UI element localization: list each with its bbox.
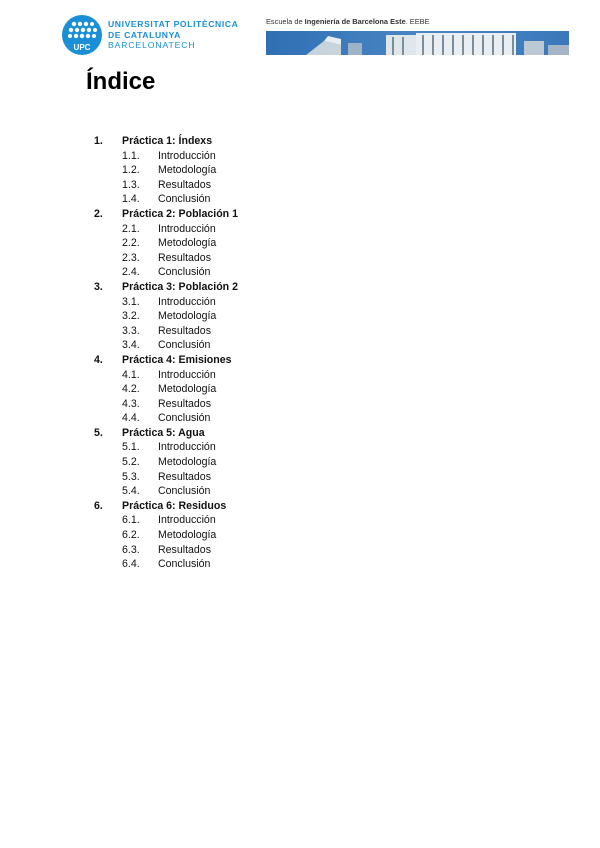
school-name-bold: Ingeniería de Barcelona Este — [304, 17, 406, 26]
university-line-2: DE CATALUNYA — [108, 29, 181, 40]
toc-section-title: Introducción — [158, 295, 216, 308]
toc-section-number: 2.4. — [122, 266, 140, 279]
toc-section-title: Conclusión — [158, 412, 211, 425]
toc-section-title: Metodología — [158, 529, 217, 542]
toc-chapter-number: 5. — [94, 426, 103, 439]
toc-section-number: 4.3. — [122, 397, 140, 410]
toc-chapter — [94, 134, 514, 207]
toc-section-row[interactable] — [94, 309, 514, 324]
toc-section-title: Conclusión — [158, 193, 211, 206]
toc-section-title: Resultados — [158, 397, 211, 410]
toc-section-title: Conclusión — [158, 339, 211, 352]
toc-section-number: 2.2. — [122, 237, 140, 250]
toc-section-title: Metodología — [158, 237, 217, 250]
toc-section-row[interactable] — [94, 470, 514, 485]
toc-chapter-number: 4. — [94, 353, 103, 366]
toc-section-row[interactable] — [94, 192, 514, 207]
toc-chapter — [94, 280, 514, 353]
toc-chapter-number: 3. — [94, 280, 103, 293]
toc-section-title: Metodología — [158, 456, 217, 469]
toc-section-title: Resultados — [158, 324, 211, 337]
toc-section-number: 5.4. — [122, 485, 140, 498]
toc-section-row[interactable] — [94, 543, 514, 558]
toc-chapter — [94, 499, 514, 572]
toc-section-row[interactable] — [94, 222, 514, 237]
toc-chapter-number: 1. — [94, 135, 103, 147]
toc-section-row[interactable] — [94, 338, 514, 353]
toc-chapter-title: Práctica 6: Residuos — [122, 499, 227, 512]
toc-section-number: 6.4. — [122, 558, 140, 571]
toc-section-row[interactable] — [94, 528, 514, 543]
toc-chapter-row[interactable] — [94, 426, 514, 441]
toc-chapter — [94, 426, 514, 499]
toc-chapter-row[interactable] — [94, 207, 514, 222]
toc-section-row[interactable] — [94, 236, 514, 251]
toc-section-number: 6.3. — [122, 543, 140, 556]
toc-chapter-title: Práctica 2: Población 1 — [122, 207, 238, 220]
toc-section-row[interactable] — [94, 411, 514, 426]
toc-section-row[interactable] — [94, 440, 514, 455]
toc-section-number: 3.2. — [122, 310, 140, 323]
logo-label: UPC — [73, 43, 91, 52]
building-banner-image — [266, 31, 569, 55]
toc-section-number: 2.1. — [122, 222, 140, 235]
toc-section-number: 1.4. — [122, 193, 140, 206]
toc-section-row[interactable] — [94, 382, 514, 397]
toc-chapter-number: 2. — [94, 207, 103, 220]
university-line-1: UNIVERSITAT POLITÈCNICA — [108, 19, 239, 29]
toc-section-row[interactable] — [94, 513, 514, 528]
toc-chapter — [94, 207, 514, 280]
toc-section-number: 4.4. — [122, 412, 140, 425]
toc-section-number: 1.1. — [122, 149, 140, 162]
toc-section-title: Conclusión — [158, 558, 211, 571]
toc-section-title: Conclusión — [158, 485, 211, 498]
toc-section-row[interactable] — [94, 557, 514, 572]
toc-section-row[interactable] — [94, 265, 514, 280]
toc-section-title: Metodología — [158, 383, 217, 396]
university-name — [108, 19, 238, 51]
school-name — [266, 17, 430, 26]
toc-chapter-title: Práctica 4: Emisiones — [122, 353, 232, 366]
toc-section-title: Conclusión — [158, 266, 211, 279]
toc-chapter-row[interactable] — [94, 353, 514, 368]
toc-section-number: 5.3. — [122, 470, 140, 483]
page-title: Índice — [86, 68, 156, 95]
toc-section-number: 3.1. — [122, 295, 140, 308]
toc-section-title: Metodología — [158, 164, 217, 177]
table-of-contents — [94, 134, 514, 572]
toc-section-row[interactable] — [94, 324, 514, 339]
toc-section-number: 3.3. — [122, 324, 140, 337]
toc-section-row[interactable] — [94, 397, 514, 412]
toc-section-row[interactable] — [94, 178, 514, 193]
toc-chapter-title: Práctica 3: Población 2 — [122, 280, 238, 293]
toc-section-number: 6.1. — [122, 514, 140, 527]
page-header — [0, 0, 600, 64]
university-line-3: BARCELONATECH — [108, 40, 196, 50]
toc-chapter-row[interactable] — [94, 280, 514, 295]
upc-logo-icon — [62, 15, 102, 55]
toc-section-row[interactable] — [94, 455, 514, 470]
toc-section-number: 6.2. — [122, 529, 140, 542]
toc-section-row[interactable] — [94, 149, 514, 164]
toc-section-title: Resultados — [158, 470, 211, 483]
toc-chapter-row[interactable] — [94, 499, 514, 514]
toc-section-number: 4.1. — [122, 368, 140, 381]
toc-section-number: 1.2. — [122, 164, 140, 177]
toc-section-row[interactable] — [94, 251, 514, 266]
toc-section-number: 1.3. — [122, 178, 140, 191]
toc-section-row[interactable] — [94, 163, 514, 178]
toc-section-title: Introducción — [158, 222, 216, 235]
toc-section-row[interactable] — [94, 484, 514, 499]
toc-section-number: 3.4. — [122, 339, 140, 352]
toc-section-row[interactable] — [94, 295, 514, 310]
toc-section-title: Resultados — [158, 251, 211, 264]
toc-chapter-row[interactable] — [94, 134, 514, 149]
toc-section-number: 5.1. — [122, 441, 140, 454]
toc-section-title: Resultados — [158, 543, 211, 556]
toc-section-title: Introducción — [158, 368, 216, 381]
toc-section-number: 2.3. — [122, 251, 140, 264]
toc-chapter — [94, 353, 514, 426]
toc-section-number: 5.2. — [122, 456, 140, 469]
toc-section-title: Introducción — [158, 441, 216, 454]
toc-chapter-number: 6. — [94, 499, 103, 512]
school-prefix: Escuela de — [266, 17, 303, 26]
toc-section-title: Introducción — [158, 149, 216, 162]
toc-chapter-title: Práctica 5: Agua — [122, 426, 205, 439]
toc-section-number: 4.2. — [122, 383, 140, 396]
school-suffix: . EEBE — [405, 17, 430, 26]
toc-section-row[interactable] — [94, 368, 514, 383]
toc-section-title: Metodología — [158, 310, 217, 323]
toc-section-title: Resultados — [158, 178, 211, 191]
toc-section-title: Introducción — [158, 514, 216, 527]
toc-chapter-title: Práctica 1: Índexs — [122, 135, 213, 147]
